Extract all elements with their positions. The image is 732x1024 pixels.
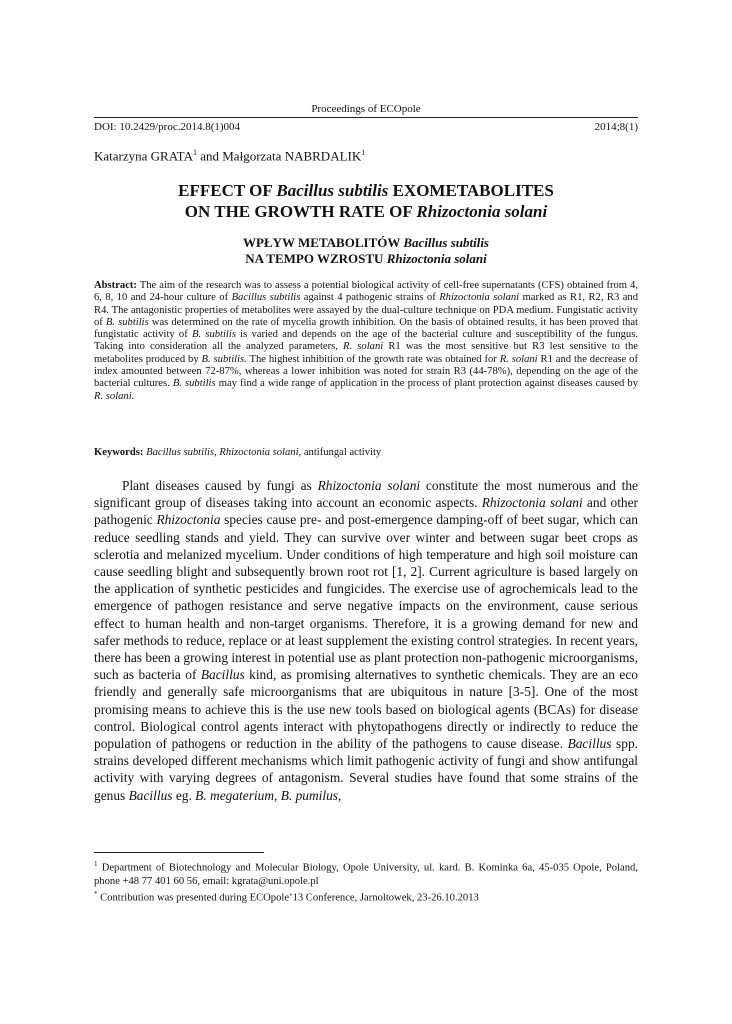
footnote-2	[94, 888, 638, 905]
abstract-text: The aim of the research was to assess a potential biological activity of cell-free supernatants (CFS) obtained from 4, 6, 8, 10 and 24-hour culture of	[94, 280, 638, 304]
author-2: Małgorzata NABRDALIK	[222, 148, 362, 164]
abstract-text: marked as R1, R2, R3 and R4. The antagonistic properties of metabolites were assayed by the dual-culture technique on PDA medium. Fungistatic activity of	[94, 292, 638, 328]
abstract-label: Abstract:	[94, 280, 137, 291]
abstract-species: B. subtilis	[105, 316, 149, 328]
abstract-species: B. subtilis.	[201, 353, 247, 365]
author-1: Katarzyna GRATA	[94, 148, 193, 164]
footnote-1	[94, 858, 638, 888]
body-species: Bacillus	[128, 787, 173, 803]
authors	[94, 148, 365, 164]
abstract-species: B. subtilis	[191, 329, 236, 341]
body-species: Rhizoctonia solani	[317, 478, 421, 493]
footnote-text: Department of Biotechnology and Molecular Biology, Opole University, ul. kard. B. Kominka 6a, 45-035 Opole, Poland, phone +48 77 401 60 56, email: kgrata@uni.opole.pl	[94, 862, 638, 887]
title-species: Bacillus subtilis	[276, 181, 389, 200]
footnote-rule	[94, 852, 264, 853]
header-rule	[94, 117, 638, 118]
abstract-species: Rhizoctonia solani	[439, 292, 520, 304]
body-species: Bacillus	[567, 736, 612, 752]
abstract-text: may find a wide range of application in the process of plant protection against diseases caused by	[215, 378, 638, 390]
abstract-text: The highest inhibition of the growth rate was obtained for	[246, 353, 500, 365]
subtitle-text: WPŁYW METABOLITÓW	[243, 235, 404, 250]
abstract-species: R. solani	[343, 341, 384, 353]
abstract-text: against 4 pathogenic strains of	[300, 292, 440, 304]
body-text: species cause pre- and post-emergence damping-off of beet sugar, which can reduce seedling stands and yield. They can survive over winter and between sugar beet crops as sclerotia and melanized mycelium. Under conditions of high temperature and high soil moisture can cause seedling blight and subsequently brown root rot [1, 2]. Current agriculture is based largely on the application of synthetic pesticides and fungicides. The exercise use of agrochemicals lead to the emergence of pathogen resistance and serve negative impacts on the environment, cause serious effect to human health and non-target organisms. Therefore, it is a growing demand for new and safer methods to reduce, replace or at least supplement the existing control strategies. In recent years, there has been a growing interest in potential use as plant protection non-pathogenic microorganisms, such as bacteria of	[94, 512, 638, 683]
abstract-text: was determined on the rate of mycelia growth inhibition. On the basis of obtained results, it has been proved that fungistatic activity of	[94, 316, 638, 341]
title-text: EFFECT OF	[178, 181, 277, 200]
keyword: , antifungal activity	[298, 447, 382, 458]
abstract-species: R. solani	[499, 353, 538, 365]
keywords	[94, 447, 638, 458]
body-text: eg.	[172, 787, 196, 803]
footnotes	[94, 858, 638, 904]
title-line-1	[94, 180, 638, 201]
abstract-species: Bacillus subtilis	[231, 292, 301, 304]
doi-row	[94, 121, 638, 133]
abstract-text: R1 and the decrease of index amounted between 72-87%, whereas a lower inhibition was noted for strain R3 (44-78%), depending on the age of the bacterial cultures.	[94, 353, 638, 390]
author-connector: and	[196, 148, 223, 164]
abstract-text: R1 was the most sensitive but R3 lest sensitive to the metabolites produced by	[94, 341, 638, 365]
footnote-mark: *	[94, 889, 98, 898]
body-text: kind, as promising alternatives to synthetic chemicals. They are an eco friendly and generally safe microorganisms that are ubiquitous in nature [3-5]. One of the most promising means to achieve this is the use new tools based on biological agents (BCAs) for disease control. Biological control agents interact with phytopathogens directly or indirectly to reduce the population of pathogens or reduction in the ability of the pathogens to cause disease.	[94, 667, 638, 752]
title-text: EXOMETABOLITES	[388, 181, 554, 200]
issue: 2014;8(1)	[594, 121, 638, 133]
body-text: constitute the most numerous and the significant group of diseases taking into account an economic aspects.	[94, 478, 638, 511]
subtitle-line-2	[94, 251, 638, 267]
subtitle-species: Rhizoctonia solani	[386, 251, 487, 266]
keyword: Rhizoctonia solani	[219, 447, 299, 458]
body-text: ,	[274, 787, 281, 803]
body-text: spp. strains developed different mechanisms which limit pathogenic activity of fungi and show antifungal activity with varying degrees of antagonism. Several studies have found that some strains of the genus	[94, 736, 638, 803]
footnote-mark: 1	[94, 860, 98, 868]
keyword-separator: ,	[214, 447, 220, 458]
body-text: Plant diseases caused by fungi as	[122, 478, 318, 493]
author-2-affiliation: 1	[361, 148, 366, 157]
keywords-label: Keywords:	[94, 447, 144, 458]
body-species: Rhizoctonia	[156, 512, 221, 528]
abstract-text: is varied and depends on the age of the bacterial culture and susceptibility of the fungus. Taking into consideration all the analyzed parameters,	[94, 329, 638, 353]
subtitle-text: NA TEMPO WZROSTU	[245, 251, 387, 266]
subtitle-line-1	[94, 235, 638, 251]
body-paragraph	[94, 477, 638, 804]
body-species: B. megaterium	[195, 787, 275, 803]
body-species: Bacillus	[200, 667, 245, 683]
paper-title	[94, 180, 638, 222]
abstract-species: B. subtilis	[172, 378, 216, 390]
footnote-text: Contribution was presented during ECOpole’13 Conference, Jarnoltowek, 23-26.10.2013	[97, 892, 479, 904]
body-text: and other pathogenic	[94, 495, 639, 528]
title-text: ON THE GROWTH RATE OF	[184, 202, 417, 221]
doi: DOI: 10.2429/proc.2014.8(1)004	[94, 121, 241, 133]
paper-subtitle-polish	[94, 235, 638, 267]
body-species: B. pumilus,	[280, 787, 342, 803]
journal-name: Proceedings of ECOpole	[311, 103, 421, 115]
subtitle-species: Bacillus subtilis	[403, 235, 489, 250]
title-line-2	[94, 201, 638, 222]
abstract-species: R. solani.	[94, 390, 135, 402]
author-1-affiliation: 1	[192, 148, 197, 157]
title-species: Rhizoctonia solani	[416, 202, 548, 221]
body-species: Rhizoctonia solani	[481, 495, 583, 511]
keyword: Bacillus subtilis	[146, 447, 215, 458]
abstract	[94, 280, 638, 403]
